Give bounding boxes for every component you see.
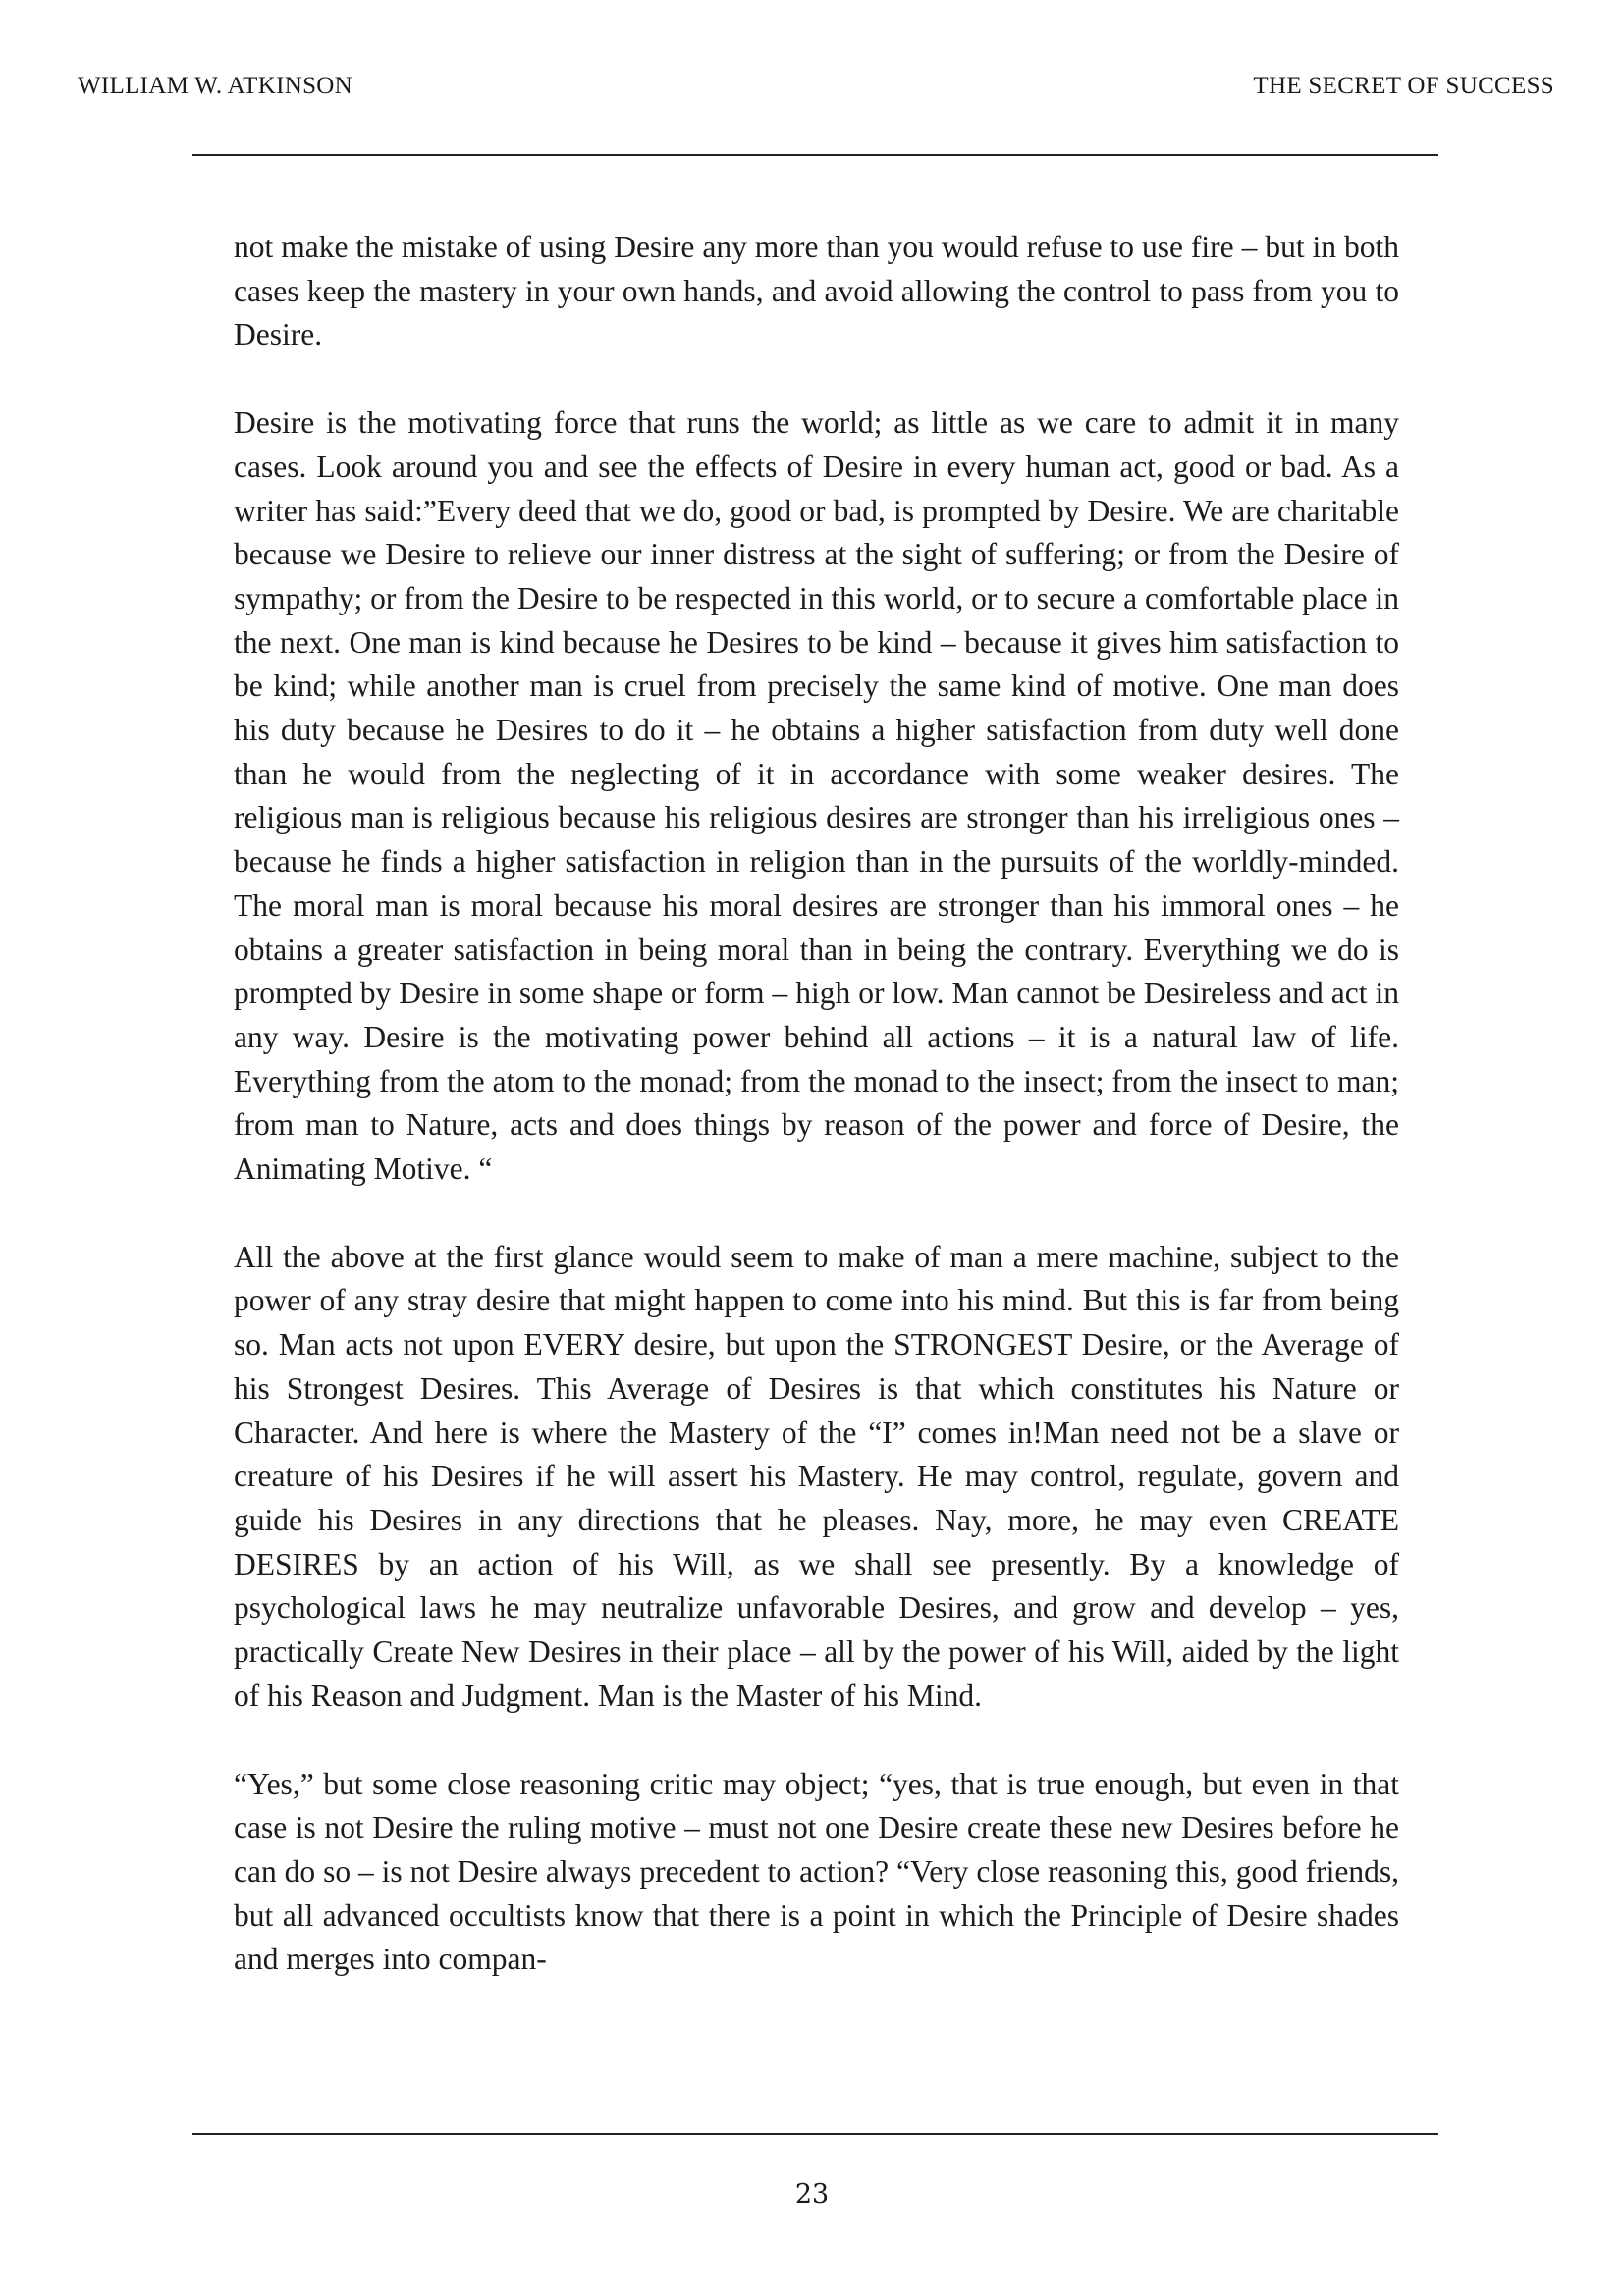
page-number: 23 [794,2179,830,2210]
paragraph: Desire is the motivating force that runs the world; as little as we care to admit it in many cases. Look around you and see the effects of Desire in every human act, good or bad. As a writer has said:”Every deed that we do, good or bad, is prompted by Desire. We are charitable because we Desire to relieve our inner distress at the sight of suffering; or from the Desire of sympathy; or from the Desire to be respected in this world, or to secure a comfortable place in the next. One man is kind because he Desires to be kind – because it gives him satisfaction to be kind; while another man is cruel from precisely the same kind of motive. One man does his duty because he Desires to do it – he obtains a higher satisfaction from duty well done than he would from the neglecting of it in accordance with some weaker desires. The religious man is religious because his religious desires are stronger than his irreligious ones – because he finds a higher satisfaction in religion than in the pursuits of the worldly-minded. The moral man is moral because his moral desires are stronger than his immoral ones – he obtains a greater satisfaction in being moral than in being the contrary. Everything we do is prompted by Desire in some shape or form – high or low. Man cannot be Desireless and act in any way. Desire is the motivating power behind all actions – it is a natural law of life. Everything from the atom to the monad; from the monad to the insect; from the insect to man; from man to Nature, acts and does things by reason of the power and force of Desire, the Animating Motive. “ [234,405,1399,1187]
paragraph: “Yes,” but some close reasoning critic may object; “yes, that is true enough, but even in that case is not Desire the ruling motive – must not one Desire create these new Desires before he can do so – is not Desire always precedent to action? “Very close reasoning this, good friends, but all advanced occultists know that there is a point in which the Principle of Desire shades and merges into compan- [234,1766,1399,1977]
footer-rule [192,2133,1438,2135]
running-head-author: WILLIAM W. ATKINSON [78,73,352,99]
body-text [234,226,1399,2026]
header-rule [192,154,1438,156]
running-head-title: THE SECRET OF SUCCESS [1253,73,1554,99]
paragraph: All the above at the first glance would seem to make of man a mere machine, subject to the power of any stray desire that might happen to come into his mind. But this is far from being so. Man acts not upon EVERY desire, but upon the STRONGEST Desire, or the Average of his Strongest Desires. This Average of Desires is that which constitutes his Nature or Character. And here is where the Mastery of the “I” comes in!Man need not be a slave or creature of his Desires if he will assert his Mastery. He may control, regulate, govern and guide his Desires in any directions that he pleases. Nay, more, he may even CREATE DESIRES by an action of his Will, as we shall see presently. By a knowledge of psychological laws he may neutralize unfavorable Desires, and grow and develop – yes, practically Create New Desires in their place – all by the power of his Will, aided by the light of his Reason and Judgment. Man is the Master of his Mind. [234,1239,1399,1713]
paragraph: not make the mistake of using Desire any more than you would refuse to use fire – but in both cases keep the mastery in your own hands, and avoid allowing the control to pass from you to Desire. [234,230,1399,352]
